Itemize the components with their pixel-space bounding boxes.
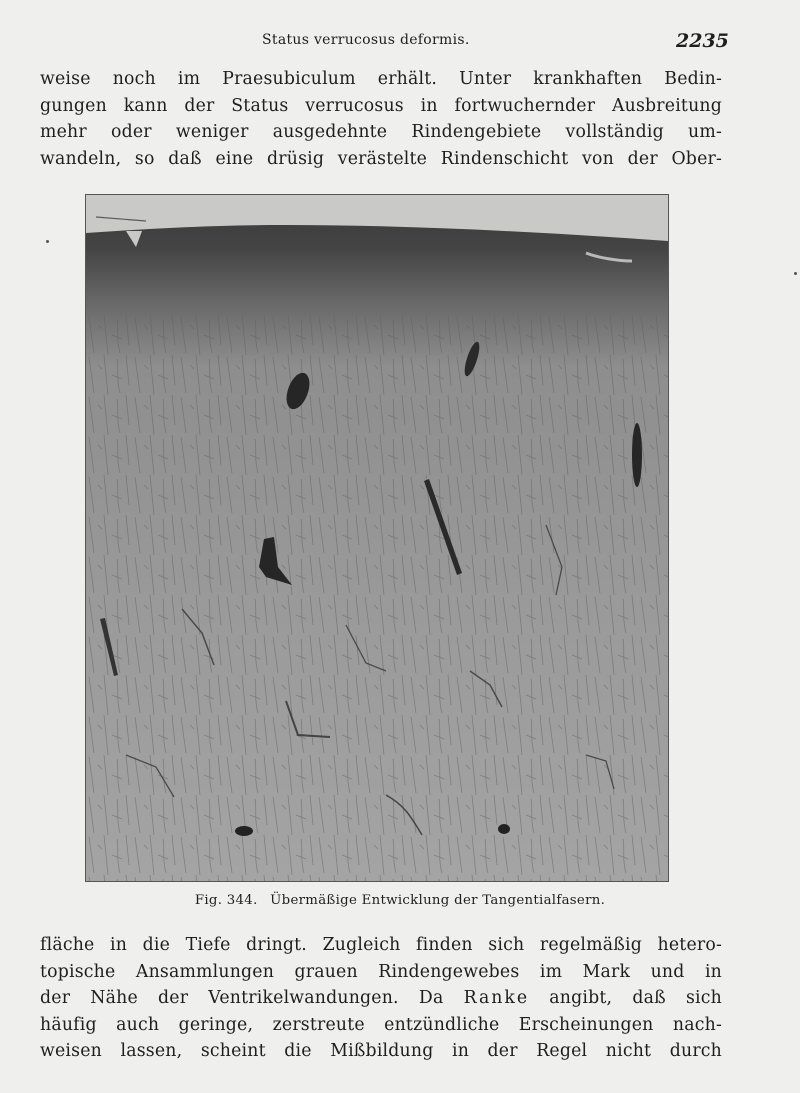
text-line: weise noch im Praesubiculum erhält. Unter krankhaften Bedin- [40,69,722,89]
running-title: Status verrucosus deformis. [262,32,470,48]
text-line: wandeln, so daß eine drüsig verästelte Rindenschicht von der Ober- [40,148,722,169]
text-line: weisen lassen, scheint die Mißbildung in der Regel nicht durch [40,1041,722,1062]
figure-caption [0,893,800,908]
running-head [0,30,800,54]
author-name: Ranke [463,988,530,1009]
text-line: mehr oder weniger ausgedehnte Rindengebiete vollständig um- [40,122,722,143]
figure-photomicrograph [86,195,668,881]
scan-speck [794,272,797,275]
scan-speck [46,240,49,243]
paragraph-top [40,66,722,172]
text-line: gungen kann der Status verrucosus in fortwuchernder Ausbreitung [40,95,722,116]
figure-label: Fig. 344. [194,893,258,908]
text-fragment: angibt, daß sich [549,988,722,1009]
text-line: topische Ansammlungen grauen Rindengewebes im Mark und in [40,961,722,982]
page-number: 2235 [676,30,729,52]
text-fragment: der Nähe der Ventrikelwandungen. Da [40,988,444,1009]
text-line: fläche in die Tiefe dringt. Zugleich finden sich regelmäßig hetero- [40,935,722,955]
figure-caption-text: Übermäßige Entwicklung der Tangentialfasern. [270,893,606,908]
text-line-with-author [40,985,722,1012]
paragraph-bottom [40,932,722,1065]
text-line: häufig auch geringe, zerstreute entzündliche Erscheinungen nach- [40,1014,722,1035]
histology-image [86,195,668,881]
